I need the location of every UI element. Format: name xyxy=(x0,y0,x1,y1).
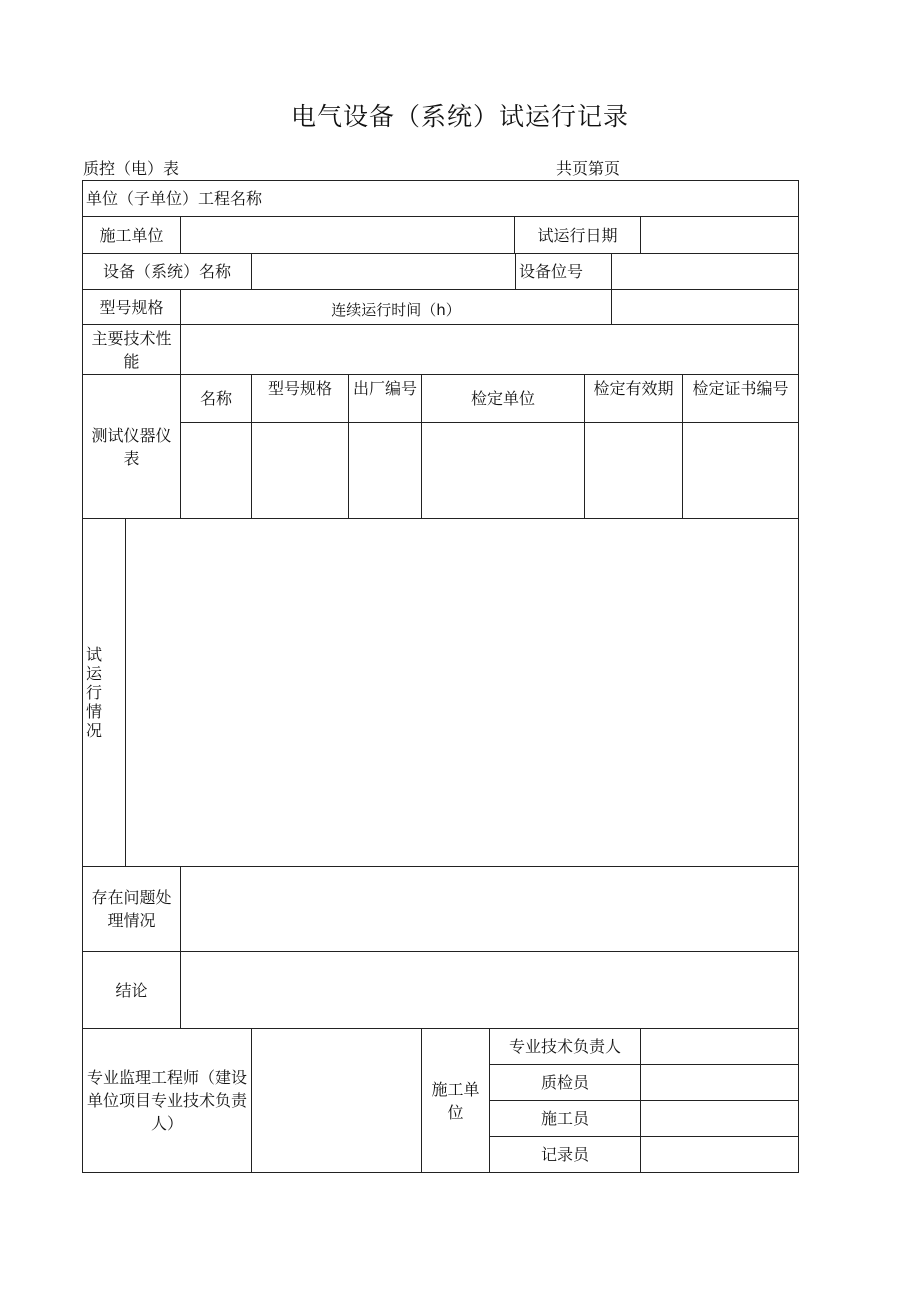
instruments-label: 测试仪器仪表 xyxy=(82,374,181,519)
trial-date-label: 试运行日期 xyxy=(514,216,641,254)
page-title: 电气设备（系统）试运行记录 xyxy=(290,102,629,131)
trial-status-field[interactable] xyxy=(125,518,799,867)
role-builder-field[interactable] xyxy=(640,1100,799,1137)
main-performance-field[interactable] xyxy=(180,324,799,375)
instrument-col-model: 型号规格 xyxy=(251,374,349,423)
form-code: 质控（电）表 xyxy=(83,159,180,178)
equipment-name-label: 设备（系统）名称 xyxy=(82,253,252,290)
trial-status-char: 运 xyxy=(86,664,103,683)
contractor-field[interactable] xyxy=(180,216,515,254)
project-name-label: 单位（子单位）工程名称 xyxy=(82,180,799,217)
conclusion-label: 结论 xyxy=(82,951,181,1029)
model-spec-label: 型号规格 xyxy=(82,289,181,325)
role-tech-lead-label: 专业技术负责人 xyxy=(489,1028,641,1065)
main-performance-label: 主要技术性能 xyxy=(82,324,181,375)
role-inspector-field[interactable] xyxy=(640,1064,799,1101)
construction-unit-label: 施工单位 xyxy=(421,1028,490,1173)
equipment-name-field[interactable] xyxy=(251,253,516,290)
instrument-verifier-field[interactable] xyxy=(421,422,585,519)
supervisor-label: 专业监理工程师（建设单位项目专业技术负责人） xyxy=(82,1028,252,1173)
instrument-col-validity: 检定有效期 xyxy=(584,374,683,423)
role-builder-label: 施工员 xyxy=(489,1100,641,1137)
supervisor-signature-field[interactable] xyxy=(251,1028,422,1173)
equipment-position-field[interactable] xyxy=(611,253,799,290)
instrument-col-cert: 检定证书编号 xyxy=(682,374,799,423)
role-recorder-label: 记录员 xyxy=(489,1136,641,1173)
instrument-serial-field[interactable] xyxy=(348,422,422,519)
instrument-col-name: 名称 xyxy=(180,374,252,423)
contractor-label: 施工单位 xyxy=(82,216,181,254)
instrument-name-field[interactable] xyxy=(180,422,252,519)
issues-label: 存在问题处理情况 xyxy=(82,866,181,952)
equipment-position-label: 设备位号 xyxy=(515,253,612,290)
instrument-col-serial: 出厂编号 xyxy=(348,374,422,423)
trial-date-field[interactable] xyxy=(640,216,799,254)
issues-field[interactable] xyxy=(180,866,799,952)
trial-status-char: 行 xyxy=(86,683,103,702)
continuous-time-field[interactable] xyxy=(611,289,799,325)
trial-status-char: 试 xyxy=(86,645,103,664)
conclusion-field[interactable] xyxy=(180,951,799,1029)
instrument-validity-field[interactable] xyxy=(584,422,683,519)
trial-status-char: 况 xyxy=(86,721,103,740)
continuous-time-label: 连续运行时间（h） xyxy=(180,289,612,325)
instrument-cert-field[interactable] xyxy=(682,422,799,519)
trial-status-label xyxy=(82,518,126,867)
trial-status-char: 情 xyxy=(86,702,103,721)
instrument-model-field[interactable] xyxy=(251,422,349,519)
role-tech-lead-field[interactable] xyxy=(640,1028,799,1065)
role-inspector-label: 质检员 xyxy=(489,1064,641,1101)
instrument-col-verifier: 检定单位 xyxy=(421,374,585,423)
page-info: 共页第页 xyxy=(556,159,621,178)
role-recorder-field[interactable] xyxy=(640,1136,799,1173)
